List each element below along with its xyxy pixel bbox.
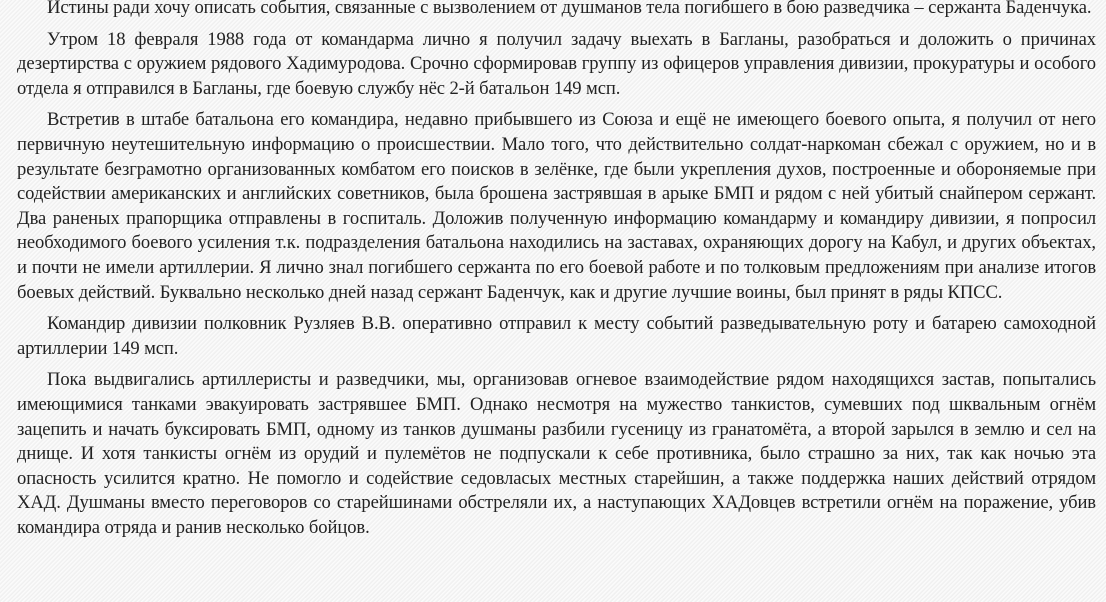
paragraph-evacuation-attempt: Пока выдвигались артиллеристы и разведчики, мы, организовав огневое взаимодействие рядом находящихся застав, попытались имеющимися танками эвакуировать застрявшее БМП. Однако несмотря на мужество танкистов, сумевших под шквальным огнём зацепить и начать буксировать БМП, одному из танков душманы разбили гусеницу из гранатомёта, а второй зарылся в землю и сел на днище. И хотя танкисты огнём из орудий и пулемётов не подпускали к себе противника, было страшно за них, так как ночью эта опасность усилится кратно. Не помогло и содействие седовласых местных старейшин, а также поддержка наших действий отрядом ХАД. Душманы вместо переговоров со старейшинами обстреляли их, а наступающих ХАДовцев встретили огнём на поражение, убив командира отряда и ранив несколько бойцов. [17, 369, 1096, 538]
paragraph-task: Утром 18 февраля 1988 года от командарма лично я получил задачу выехать в Багланы, разобраться и доложить о причинах дезертирства с оружием рядового Хадимуродова. Срочно сформировав группу из офицеров управления дивизии, прокуратуры и особого отдела я отправился в Багланы, где боевую службу нёс 2-й батальон 149 мсп. [17, 28, 1096, 99]
paragraph-battalion-meeting: Встретив в штабе батальона его командира, недавно прибывшего из Союза и ещё не имеющего боевого опыта, я получил от него первичную неутешительную информацию о происшествии. Мало того, что действительно солдат-наркоман сбежал с оружием, но и в результате безграмотно организованных комбатом его поисков в зелёнке, где были укрепления духов, построенные и обороняемые при содействии американских и английских советников, была брошена застрявшая в арыке БМП и рядом с ней убитый снайпером сержант. Два раненых прапорщика отправлены в госпиталь. Доложив полученную информацию командарму и командиру дивизии, я попросил необходимого боевого усиления т.к. подразделения батальона находились на заставах, охраняющих дорогу на Кабул, и других объектах, и почти не имели артиллерии. Я лично знал погибшего сержанта по его боевой работе и по толковым предложениям при анализе итогов боевых действий. Буквально несколько дней назад сержант Баденчук, как и другие лучшие воины, был принят в ряды КПСС. [17, 109, 1096, 303]
paragraph-intro: Истины ради хочу описать события, связанные с вызволением от душманов тела погибшего в бою разведчика – сержанта Баденчука. [47, 0, 1092, 18]
paragraph-division-commander: Командир дивизии полковник Рузляев В.В. оперативно отправил к месту событий разведывательную роту и батарею самоходной артиллерии 149 мсп. [17, 313, 1096, 359]
